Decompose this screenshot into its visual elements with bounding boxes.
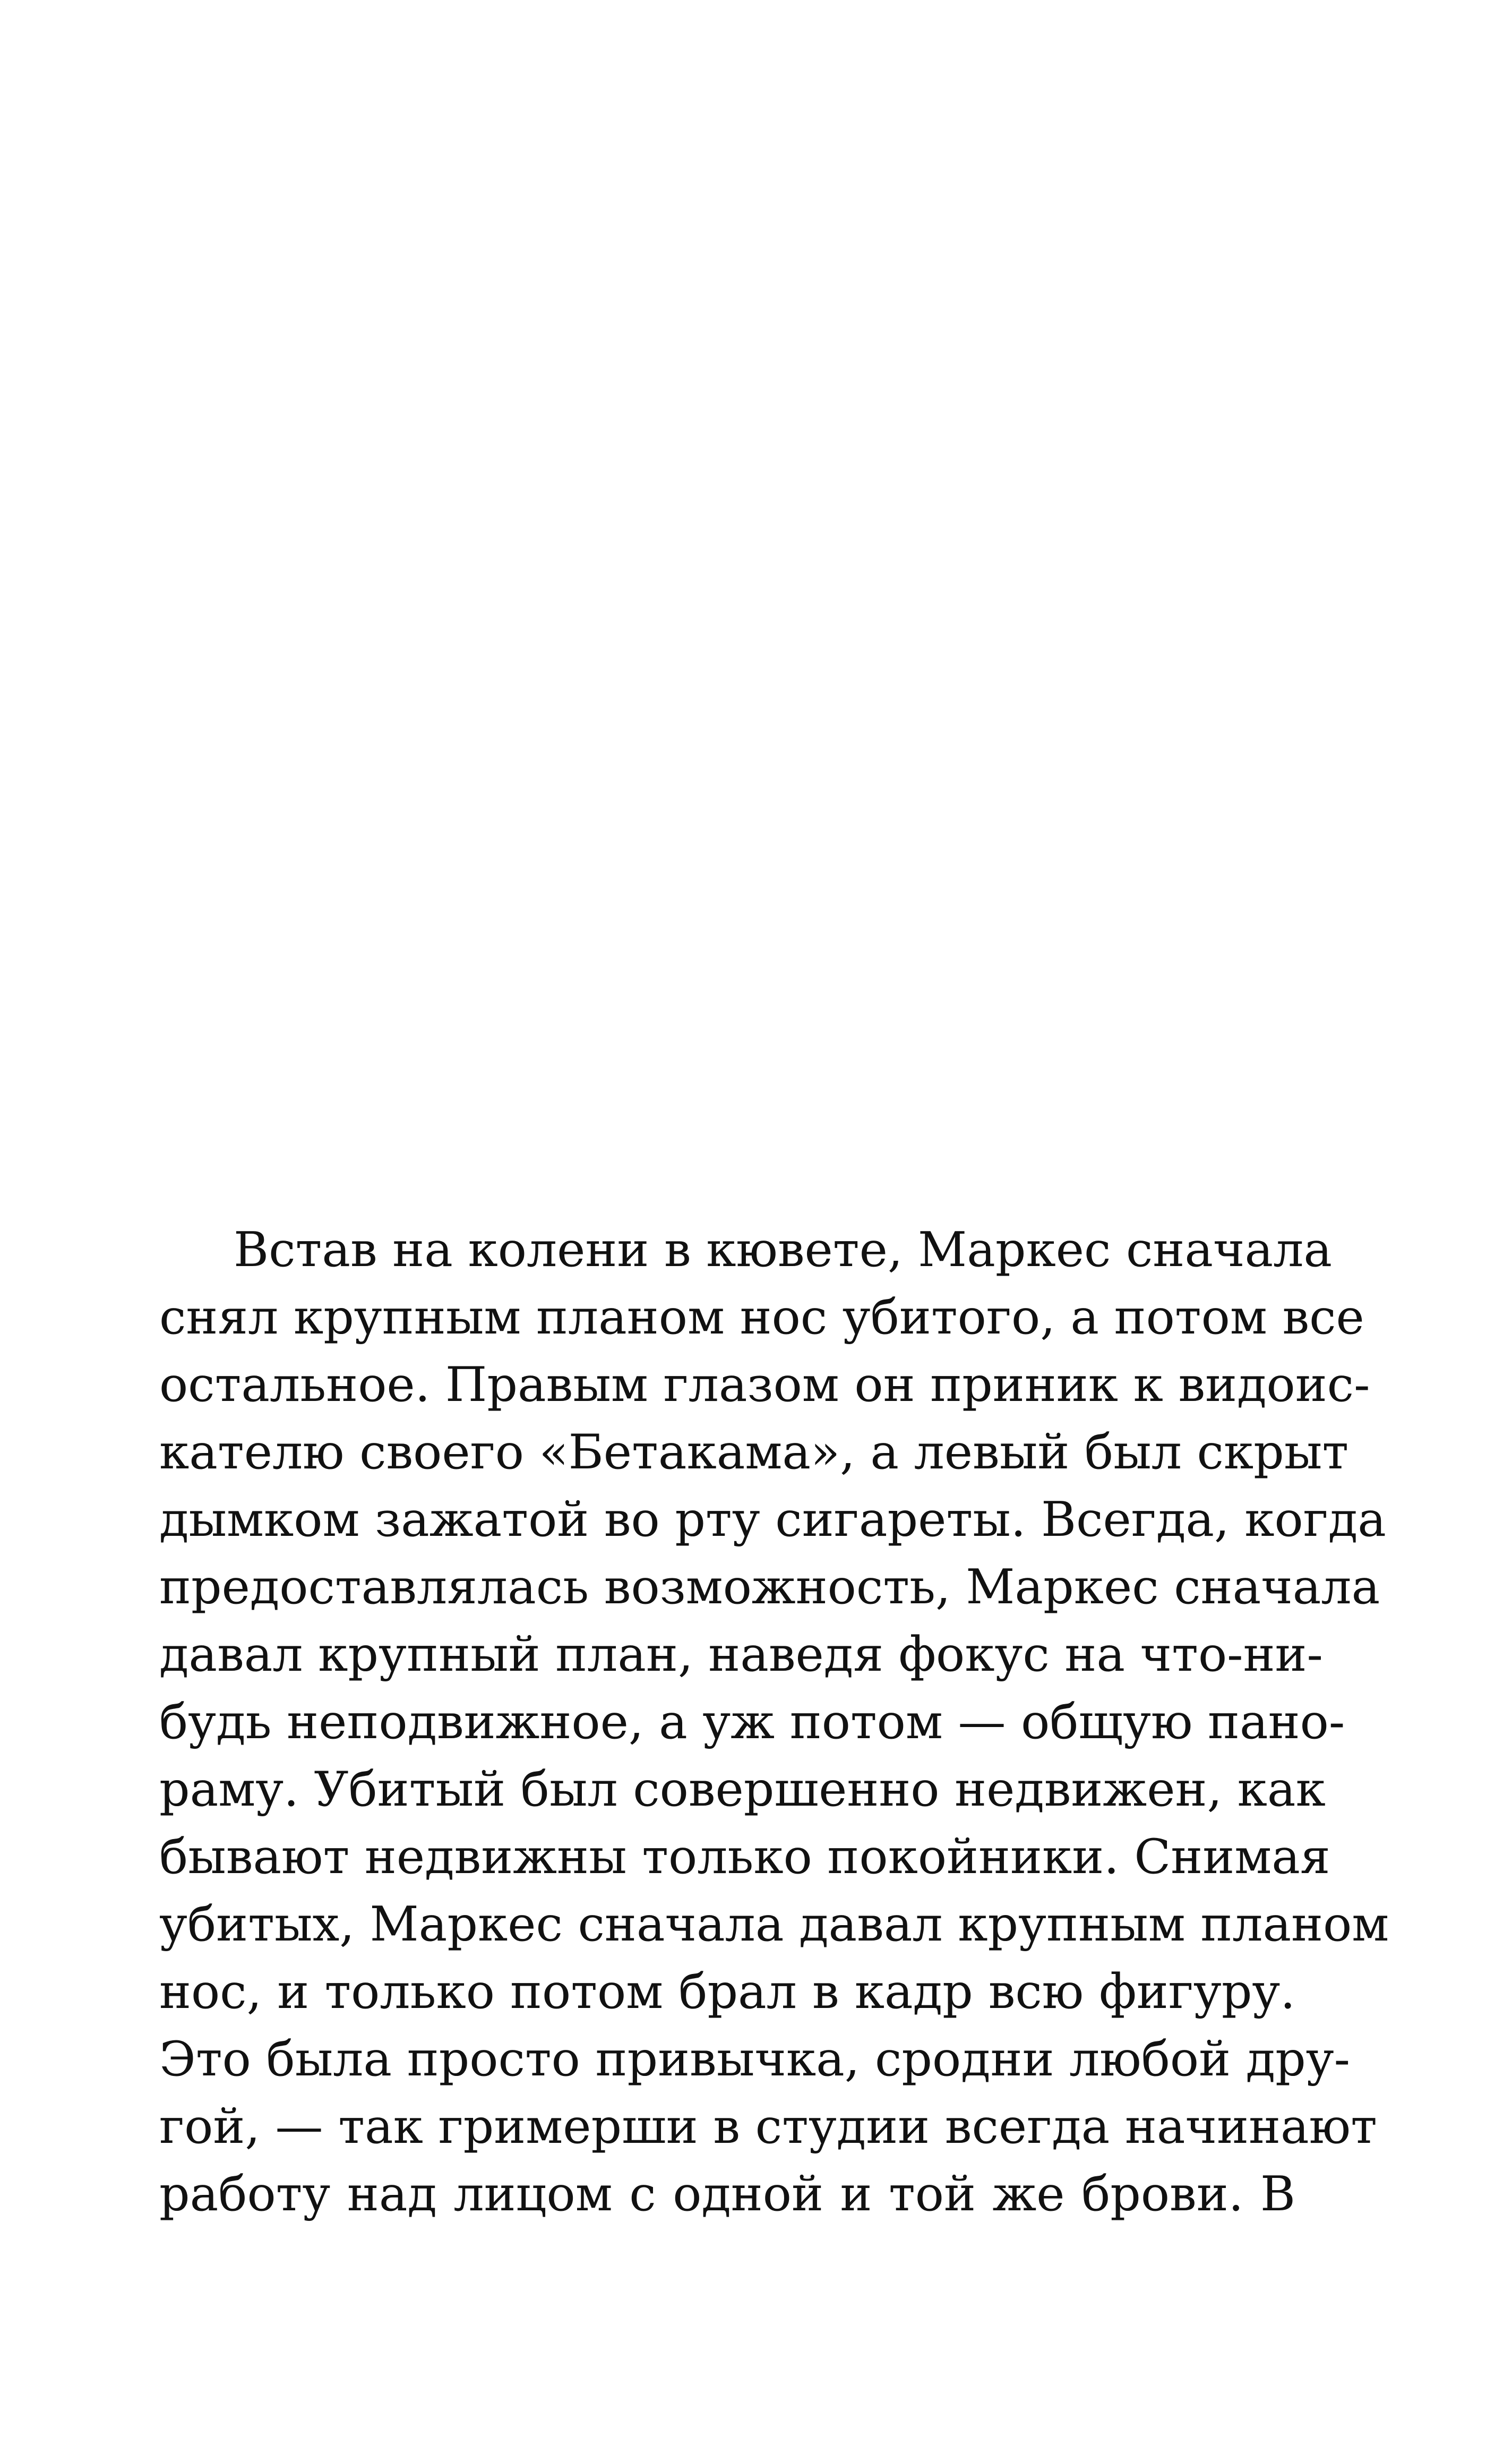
text-line: Это была просто привычка, сродни любой дру-: [159, 2031, 1351, 2087]
text-line: раму. Убитый был совершенно недвижен, как: [159, 1762, 1326, 1817]
text-line: остальное. Правым глазом он приник к видоис-: [159, 1357, 1370, 1413]
body-paragraph: [159, 1216, 1389, 2228]
text-line: нос, и только потом брал в кадр всю фигуру.: [159, 1964, 1295, 2020]
text-line: дымком зажатой во рту сигареты. Всегда, когда: [159, 1492, 1386, 1548]
text-line: давал крупный план, наведя фокус на что-ни-: [159, 1627, 1323, 1682]
text-line: гой, — так гримерши в студии всегда начинают: [159, 2099, 1377, 2155]
text-line: бывают недвижны только покойники. Снимая: [159, 1829, 1330, 1885]
text-line: кателю своего «Бетакама», а левый был скрыт: [159, 1424, 1349, 1480]
text-line: работу над лицом с одной и той же брови. В: [159, 2166, 1295, 2222]
text-line: предоставлялась возможность, Маркес сначала: [159, 1559, 1380, 1615]
text-line: снял крупным планом нос убитого, а потом все: [159, 1289, 1364, 1345]
text-line: убитых, Маркес сначала давал крупным планом: [159, 1896, 1389, 1952]
text-line: будь неподвижное, а уж потом — общую пано-: [159, 1694, 1345, 1750]
text-line: Встав на колени в кювете, Маркес сначала: [234, 1222, 1333, 1278]
